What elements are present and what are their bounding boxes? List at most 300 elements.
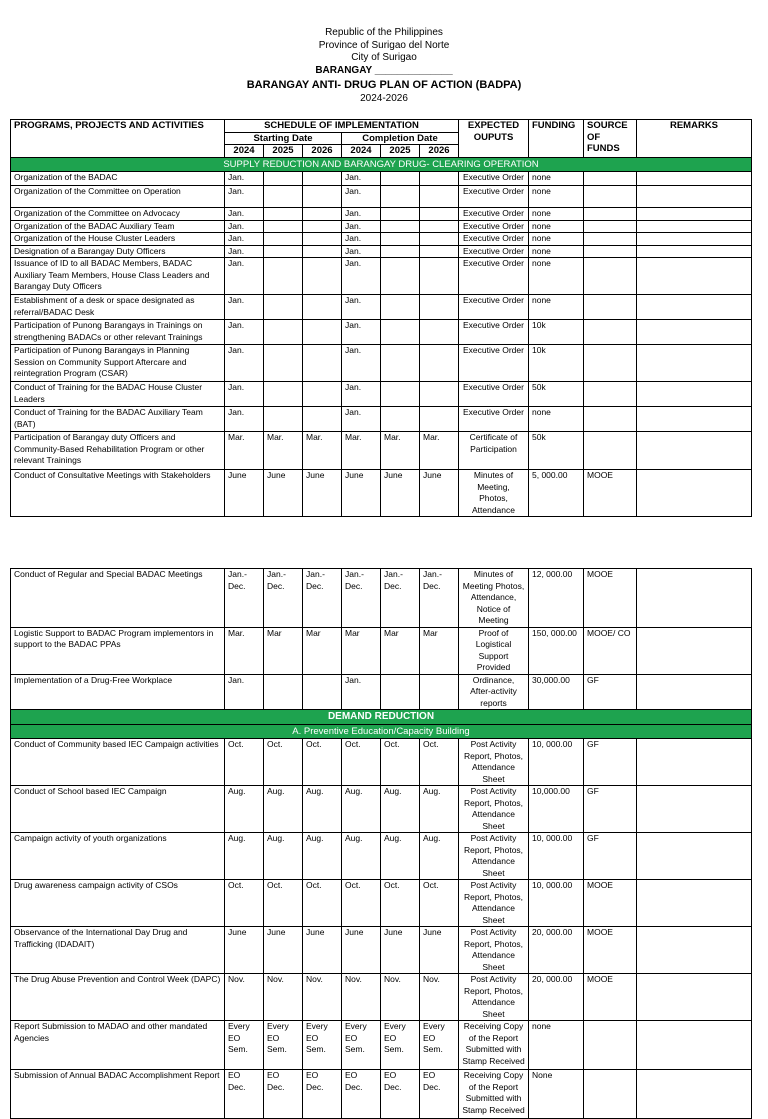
activity-cell: Participation of Punong Barangays in Planning Session on Community Support Aftercare and reintegration Program (CSAR) — [11, 345, 225, 382]
activity-cell: The Drug Abuse Prevention and Control Week (DAPC) — [11, 974, 225, 1021]
start-2025-cell: June — [264, 927, 303, 974]
start-2026-cell: June — [303, 470, 342, 517]
col-source: SOURCE OF FUNDS — [584, 120, 637, 158]
source-of-funds-cell — [584, 245, 637, 258]
completion-2025-cell — [381, 345, 420, 382]
table-row — [11, 295, 752, 320]
expected-output-cell: Minutes of Meeting Photos, Attendance, Notice of Meeting — [459, 569, 529, 628]
table-row — [11, 674, 752, 710]
activity-cell: Organization of the BADAC Auxiliary Team — [11, 220, 225, 233]
remarks-cell — [637, 927, 752, 974]
start-2025-cell: June — [264, 470, 303, 517]
source-of-funds-cell — [584, 186, 637, 208]
col-starting: Starting Date — [225, 132, 342, 145]
completion-2025-cell — [381, 407, 420, 432]
expected-output-cell: Receiving Copy of the Report Submitted with Stamp Received — [459, 1021, 529, 1070]
header-years: 2024-2026 — [360, 93, 408, 104]
start-2024-cell: Jan. — [225, 382, 264, 407]
source-of-funds-cell — [584, 320, 637, 345]
completion-2026-cell: June — [420, 470, 459, 517]
remarks-cell — [637, 208, 752, 221]
table-row — [11, 927, 752, 974]
completion-2026-cell — [420, 186, 459, 208]
start-2026-cell: EO Dec. — [303, 1070, 342, 1119]
remarks-cell — [637, 569, 752, 628]
start-2024-cell: Jan. — [225, 320, 264, 345]
col-year: 2026 — [303, 145, 342, 158]
start-2025-cell: Nov. — [264, 974, 303, 1021]
table-row — [11, 833, 752, 880]
activity-cell: Conduct of Community based IEC Campaign activities — [11, 739, 225, 786]
start-2024-cell: Jan. — [225, 220, 264, 233]
start-2025-cell: Aug. — [264, 833, 303, 880]
activity-cell: Observance of the International Day Drug and Trafficking (IDADAIT) — [11, 927, 225, 974]
start-2025-cell — [264, 382, 303, 407]
funding-cell: none — [529, 172, 584, 186]
activity-cell: Conduct of Training for the BADAC House Cluster Leaders — [11, 382, 225, 407]
start-2024-cell: Every EO Sem. — [225, 1021, 264, 1070]
table-row — [11, 786, 752, 833]
funding-cell: 5, 000.00 — [529, 470, 584, 517]
col-year: 2024 — [225, 145, 264, 158]
expected-output-cell: Minutes of Meeting, Photos, Attendance — [459, 470, 529, 517]
funding-cell: 150, 000.00 — [529, 627, 584, 674]
completion-2024-cell: Oct. — [342, 880, 381, 927]
section-demand-reduction: DEMAND REDUCTION — [11, 710, 752, 725]
expected-output-cell: Executive Order — [459, 382, 529, 407]
funding-cell: none — [529, 233, 584, 246]
activity-cell: Participation of Barangay duty Officers and Community-Based Rehabilitation Program or other relevant Trainings — [11, 432, 225, 470]
expected-output-cell: Ordinance, After-activity reports — [459, 674, 529, 710]
start-2025-cell — [264, 320, 303, 345]
completion-2026-cell: Every EO Sem. — [420, 1021, 459, 1070]
table-row — [11, 245, 752, 258]
funding-cell: none — [529, 295, 584, 320]
activity-cell: Participation of Punong Barangays in Trainings on strengthening BADACs or other relevant Trainings — [11, 320, 225, 345]
start-2026-cell — [303, 295, 342, 320]
remarks-cell — [637, 1021, 752, 1070]
expected-output-cell: Post Activity Report, Photos, Attendance Sheet — [459, 974, 529, 1021]
expected-output-cell: Post Activity Report, Photos, Attendance Sheet — [459, 786, 529, 833]
col-year: 2025 — [381, 145, 420, 158]
remarks-cell — [637, 382, 752, 407]
start-2026-cell: Jan.-Dec. — [303, 569, 342, 628]
completion-2025-cell — [381, 320, 420, 345]
table-row — [11, 172, 752, 186]
start-2024-cell: Jan. — [225, 233, 264, 246]
remarks-cell — [637, 880, 752, 927]
start-2025-cell: Oct. — [264, 880, 303, 927]
col-completion: Completion Date — [342, 132, 459, 145]
completion-2026-cell — [420, 220, 459, 233]
source-of-funds-cell: GF — [584, 739, 637, 786]
completion-2026-cell — [420, 172, 459, 186]
table-row — [11, 1021, 752, 1070]
start-2025-cell — [264, 245, 303, 258]
funding-cell: 50k — [529, 432, 584, 470]
completion-2024-cell: Jan. — [342, 220, 381, 233]
header-city: City of Surigao — [351, 52, 417, 63]
remarks-cell — [637, 345, 752, 382]
activity-cell: Establishment of a desk or space designated as referral/BADAC Desk — [11, 295, 225, 320]
table-row — [11, 974, 752, 1021]
completion-2026-cell — [420, 233, 459, 246]
completion-2025-cell — [381, 186, 420, 208]
completion-2024-cell: Oct. — [342, 739, 381, 786]
completion-2025-cell — [381, 233, 420, 246]
col-remarks: REMARKS — [637, 120, 752, 158]
remarks-cell — [637, 833, 752, 880]
completion-2024-cell: Jan. — [342, 245, 381, 258]
start-2026-cell — [303, 382, 342, 407]
table-row — [11, 382, 752, 407]
start-2024-cell: Oct. — [225, 880, 264, 927]
remarks-cell — [637, 172, 752, 186]
completion-2024-cell: Jan. — [342, 407, 381, 432]
expected-output-cell: Post Activity Report, Photos, Attendance Sheet — [459, 880, 529, 927]
remarks-cell — [637, 407, 752, 432]
start-2026-cell: Oct. — [303, 739, 342, 786]
table-row — [11, 432, 752, 470]
start-2024-cell: Jan. — [225, 208, 264, 221]
activity-cell: Organization of the Committee on Operation — [11, 186, 225, 208]
source-of-funds-cell — [584, 220, 637, 233]
completion-2026-cell: Mar. — [420, 432, 459, 470]
source-of-funds-cell: MOOE — [584, 880, 637, 927]
source-of-funds-cell — [584, 1070, 637, 1119]
remarks-cell — [637, 786, 752, 833]
expected-output-cell: Executive Order — [459, 295, 529, 320]
start-2024-cell: Nov. — [225, 974, 264, 1021]
remarks-cell — [637, 186, 752, 208]
start-2025-cell — [264, 208, 303, 221]
expected-output-cell: Executive Order — [459, 208, 529, 221]
start-2026-cell — [303, 233, 342, 246]
completion-2026-cell — [420, 295, 459, 320]
source-of-funds-cell — [584, 432, 637, 470]
funding-cell: none — [529, 186, 584, 208]
funding-cell: 30,000.00 — [529, 674, 584, 710]
col-year: 2026 — [420, 145, 459, 158]
remarks-cell — [637, 627, 752, 674]
completion-2025-cell: June — [381, 470, 420, 517]
activity-cell: Logistic Support to BADAC Program implementors in support to the BADAC PPAs — [11, 627, 225, 674]
start-2025-cell: EO Dec. — [264, 1070, 303, 1119]
table-row — [11, 739, 752, 786]
expected-output-cell: Certificate of Participation — [459, 432, 529, 470]
col-expected: EXPECTED OUPUTS — [459, 120, 529, 158]
source-of-funds-cell — [584, 258, 637, 295]
start-2024-cell: EO Dec. — [225, 1070, 264, 1119]
source-of-funds-cell: GF — [584, 833, 637, 880]
funding-cell: none — [529, 220, 584, 233]
funding-cell: 10, 000.00 — [529, 880, 584, 927]
start-2026-cell: Oct. — [303, 880, 342, 927]
remarks-cell — [637, 245, 752, 258]
completion-2026-cell — [420, 208, 459, 221]
start-2024-cell: Oct. — [225, 739, 264, 786]
completion-2026-cell: Mar — [420, 627, 459, 674]
funding-cell: 50k — [529, 382, 584, 407]
funding-cell: none — [529, 208, 584, 221]
funding-cell: none — [529, 407, 584, 432]
completion-2025-cell: Oct. — [381, 739, 420, 786]
col-year: 2024 — [342, 145, 381, 158]
activity-cell: Designation of a Barangay Duty Officers — [11, 245, 225, 258]
start-2026-cell — [303, 345, 342, 382]
funding-cell: 10,000.00 — [529, 786, 584, 833]
completion-2024-cell: June — [342, 470, 381, 517]
completion-2024-cell: Jan. — [342, 295, 381, 320]
funding-cell: None — [529, 1070, 584, 1119]
start-2025-cell: Oct. — [264, 739, 303, 786]
funding-cell: 10k — [529, 320, 584, 345]
completion-2025-cell: June — [381, 927, 420, 974]
source-of-funds-cell — [584, 295, 637, 320]
activity-cell: Report Submission to MADAO and other mandated Agencies — [11, 1021, 225, 1070]
source-of-funds-cell — [584, 382, 637, 407]
source-of-funds-cell: MOOE — [584, 974, 637, 1021]
start-2025-cell — [264, 186, 303, 208]
start-2024-cell: Jan.-Dec. — [225, 569, 264, 628]
completion-2024-cell: EO Dec. — [342, 1070, 381, 1119]
start-2026-cell — [303, 186, 342, 208]
expected-output-cell: Executive Order — [459, 245, 529, 258]
completion-2024-cell: Jan. — [342, 186, 381, 208]
document-header — [0, 0, 768, 106]
completion-2025-cell: Every EO Sem. — [381, 1021, 420, 1070]
funding-cell: 12, 000.00 — [529, 569, 584, 628]
start-2024-cell: Jan. — [225, 295, 264, 320]
start-2024-cell: Jan. — [225, 172, 264, 186]
table-row — [11, 1070, 752, 1119]
completion-2025-cell — [381, 208, 420, 221]
completion-2026-cell: June — [420, 927, 459, 974]
header-republic: Republic of the Philippines — [325, 27, 443, 38]
source-of-funds-cell — [584, 233, 637, 246]
funding-cell: none — [529, 1021, 584, 1070]
completion-2024-cell: Jan.-Dec. — [342, 569, 381, 628]
start-2025-cell — [264, 258, 303, 295]
activity-cell: Conduct of Consultative Meetings with Stakeholders — [11, 470, 225, 517]
completion-2025-cell: Mar — [381, 627, 420, 674]
start-2026-cell: Every EO Sem. — [303, 1021, 342, 1070]
completion-2025-cell — [381, 258, 420, 295]
expected-output-cell: Executive Order — [459, 172, 529, 186]
activity-cell: Conduct of Training for the BADAC Auxiliary Team (BAT) — [11, 407, 225, 432]
col-year: 2025 — [264, 145, 303, 158]
completion-2024-cell: Jan. — [342, 172, 381, 186]
completion-2024-cell: Jan. — [342, 674, 381, 710]
completion-2025-cell — [381, 674, 420, 710]
section-preventive-education: A. Preventive Education/Capacity Building — [11, 724, 752, 739]
start-2024-cell: Aug. — [225, 786, 264, 833]
activity-cell: Organization of the Committee on Advocacy — [11, 208, 225, 221]
expected-output-cell: Executive Order — [459, 220, 529, 233]
completion-2025-cell: Jan.-Dec. — [381, 569, 420, 628]
completion-2025-cell — [381, 220, 420, 233]
start-2025-cell: Aug. — [264, 786, 303, 833]
remarks-cell — [637, 432, 752, 470]
completion-2024-cell: Jan. — [342, 233, 381, 246]
completion-2024-cell: Every EO Sem. — [342, 1021, 381, 1070]
funding-cell: none — [529, 258, 584, 295]
start-2024-cell: Jan. — [225, 258, 264, 295]
expected-output-cell: Executive Order — [459, 320, 529, 345]
remarks-cell — [637, 470, 752, 517]
table-header — [11, 120, 752, 158]
completion-2024-cell: Jan. — [342, 258, 381, 295]
expected-output-cell: Post Activity Report, Photos, Attendance Sheet — [459, 927, 529, 974]
completion-2026-cell — [420, 258, 459, 295]
remarks-cell — [637, 674, 752, 710]
table-row — [11, 627, 752, 674]
completion-2026-cell — [420, 345, 459, 382]
table-row — [11, 320, 752, 345]
remarks-cell — [637, 974, 752, 1021]
start-2026-cell: Aug. — [303, 833, 342, 880]
col-funding: FUNDING — [529, 120, 584, 158]
badpa-table-page1 — [10, 119, 752, 517]
start-2026-cell — [303, 258, 342, 295]
remarks-cell — [637, 220, 752, 233]
header-province: Province of Surigao del Norte — [318, 39, 450, 51]
start-2026-cell — [303, 172, 342, 186]
funding-cell: 20, 000.00 — [529, 927, 584, 974]
completion-2024-cell: Jan. — [342, 345, 381, 382]
funding-cell: none — [529, 245, 584, 258]
expected-output-cell: Proof of Logistical Support Provided — [459, 627, 529, 674]
start-2025-cell — [264, 220, 303, 233]
start-2024-cell: Jan. — [225, 407, 264, 432]
start-2024-cell: Mar. — [225, 432, 264, 470]
completion-2025-cell: Oct. — [381, 880, 420, 927]
completion-2025-cell: Aug. — [381, 833, 420, 880]
start-2024-cell: June — [225, 927, 264, 974]
start-2025-cell — [264, 172, 303, 186]
start-2025-cell — [264, 674, 303, 710]
remarks-cell — [637, 295, 752, 320]
source-of-funds-cell: GF — [584, 786, 637, 833]
col-ppa: PROGRAMS, PROJECTS AND ACTIVITIES — [11, 120, 225, 158]
expected-output-cell: Executive Order — [459, 258, 529, 295]
activity-cell: Conduct of School based IEC Campaign — [11, 786, 225, 833]
start-2025-cell — [264, 295, 303, 320]
completion-2026-cell: Jan.-Dec. — [420, 569, 459, 628]
completion-2026-cell: Oct. — [420, 880, 459, 927]
completion-2026-cell — [420, 245, 459, 258]
completion-2024-cell: Mar — [342, 627, 381, 674]
start-2024-cell: Jan. — [225, 345, 264, 382]
remarks-cell — [637, 320, 752, 345]
table-row — [11, 258, 752, 295]
remarks-cell — [637, 258, 752, 295]
start-2024-cell: Jan. — [225, 245, 264, 258]
expected-output-cell: Post Activity Report, Photos, Attendance Sheet — [459, 833, 529, 880]
funding-cell: 10, 000.00 — [529, 833, 584, 880]
completion-2024-cell: Jan. — [342, 382, 381, 407]
source-of-funds-cell: MOOE — [584, 927, 637, 974]
completion-2024-cell: Aug. — [342, 786, 381, 833]
start-2025-cell — [264, 407, 303, 432]
start-2026-cell — [303, 407, 342, 432]
start-2025-cell: Mar. — [264, 432, 303, 470]
completion-2025-cell — [381, 245, 420, 258]
table-row — [11, 345, 752, 382]
funding-cell: 20, 000.00 — [529, 974, 584, 1021]
completion-2024-cell: Mar. — [342, 432, 381, 470]
expected-output-cell: Post Activity Report, Photos, Attendance Sheet — [459, 739, 529, 786]
start-2024-cell: Aug. — [225, 833, 264, 880]
completion-2026-cell — [420, 407, 459, 432]
completion-2026-cell — [420, 674, 459, 710]
source-of-funds-cell — [584, 345, 637, 382]
table-row — [11, 407, 752, 432]
completion-2026-cell: Aug. — [420, 786, 459, 833]
start-2026-cell: Mar — [303, 627, 342, 674]
completion-2024-cell: Nov. — [342, 974, 381, 1021]
expected-output-cell: Executive Order — [459, 345, 529, 382]
table-row — [11, 186, 752, 208]
completion-2026-cell — [420, 382, 459, 407]
activity-cell: Organization of the BADAC — [11, 172, 225, 186]
completion-2025-cell — [381, 382, 420, 407]
activity-cell: Organization of the House Cluster Leaders — [11, 233, 225, 246]
start-2026-cell — [303, 320, 342, 345]
start-2024-cell: Mar. — [225, 627, 264, 674]
activity-cell: Issuance of ID to all BADAC Members, BADAC Auxiliary Team Members, House Class Leaders and Barangay Duty Officers — [11, 258, 225, 295]
start-2026-cell — [303, 245, 342, 258]
activity-cell: Conduct of Regular and Special BADAC Meetings — [11, 569, 225, 628]
source-of-funds-cell — [584, 407, 637, 432]
start-2024-cell: Jan. — [225, 186, 264, 208]
expected-output-cell: Executive Order — [459, 407, 529, 432]
section-supply-reduction: SUPPLY REDUCTION AND BARANGAY DRUG- CLEARING OPERATION — [11, 157, 752, 172]
start-2026-cell: Mar. — [303, 432, 342, 470]
remarks-cell — [637, 739, 752, 786]
remarks-cell — [637, 1070, 752, 1119]
expected-output-cell: Executive Order — [459, 233, 529, 246]
badpa-table-page2 — [10, 568, 752, 1119]
start-2026-cell: June — [303, 927, 342, 974]
table-row — [11, 880, 752, 927]
expected-output-cell: Receiving Copy of the Report Submitted with Stamp Received — [459, 1070, 529, 1119]
completion-2026-cell: EO Dec. — [420, 1070, 459, 1119]
remarks-cell — [637, 233, 752, 246]
source-of-funds-cell: MOOE — [584, 569, 637, 628]
completion-2026-cell: Nov. — [420, 974, 459, 1021]
table-row — [11, 220, 752, 233]
start-2025-cell: Jan.-Dec. — [264, 569, 303, 628]
completion-2024-cell: June — [342, 927, 381, 974]
start-2025-cell: Every EO Sem. — [264, 1021, 303, 1070]
activity-cell: Campaign activity of youth organizations — [11, 833, 225, 880]
table-row — [11, 470, 752, 517]
completion-2025-cell — [381, 172, 420, 186]
funding-cell: 10k — [529, 345, 584, 382]
source-of-funds-cell: MOOE/ CO — [584, 627, 637, 674]
completion-2025-cell: Nov. — [381, 974, 420, 1021]
table-row — [11, 569, 752, 628]
start-2026-cell — [303, 220, 342, 233]
completion-2025-cell — [381, 295, 420, 320]
start-2025-cell: Mar — [264, 627, 303, 674]
completion-2026-cell — [420, 320, 459, 345]
table-row — [11, 208, 752, 221]
source-of-funds-cell — [584, 208, 637, 221]
start-2026-cell — [303, 208, 342, 221]
start-2024-cell: June — [225, 470, 264, 517]
